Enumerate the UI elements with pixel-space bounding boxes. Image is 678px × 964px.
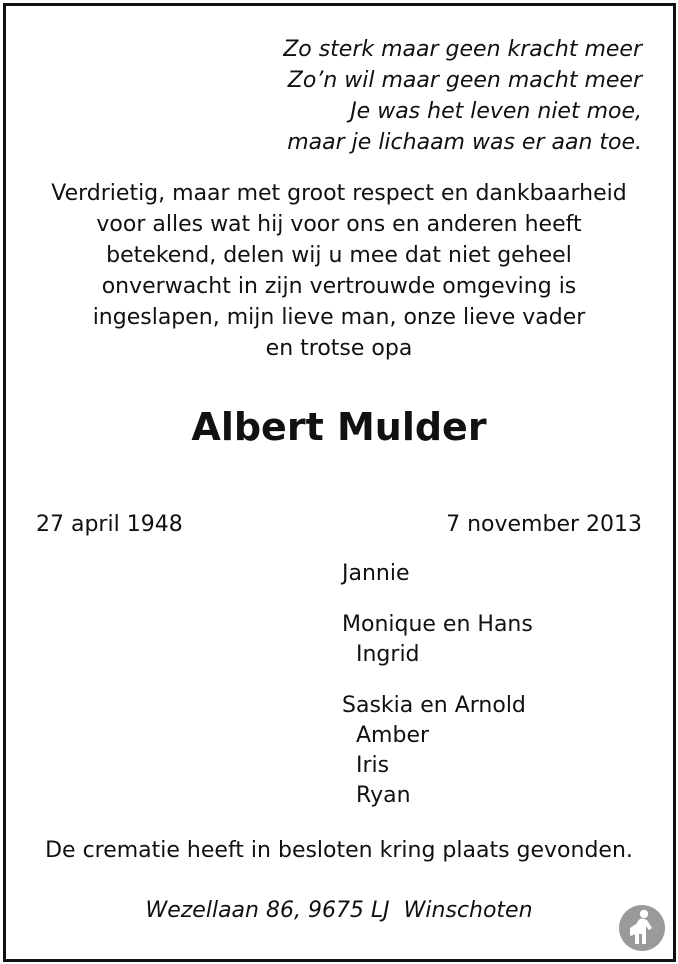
death-date: 7 november 2013 xyxy=(446,512,642,537)
grandchild-name: Ingrid xyxy=(356,642,420,667)
address: Wezellaan 86, 9675 LJ Winschoten xyxy=(145,898,533,923)
family-list xyxy=(342,559,533,832)
poem xyxy=(283,34,642,158)
family-group-spouse xyxy=(342,559,533,589)
announcement-line: voor alles wat hij voor ons en anderen heeft xyxy=(96,212,582,237)
family-group xyxy=(342,691,533,811)
announcement-line: onverwacht in zijn vertrouwde omgeving is xyxy=(101,274,577,299)
family-group xyxy=(342,610,533,670)
announcement-text xyxy=(0,178,678,364)
grandchild-name: Amber xyxy=(356,723,430,748)
poem-line: maar je lichaam was er aan toe. xyxy=(287,130,642,155)
grandchild-name: Ryan xyxy=(356,783,411,808)
parents-names: Saskia en Arnold xyxy=(342,693,526,718)
cremation-notice: De crematie heeft in besloten kring plaats gevonden. xyxy=(45,838,633,863)
announcement-line: en trotse opa xyxy=(265,336,413,361)
deceased-name: Albert Mulder xyxy=(191,405,487,449)
announcement-line: ingeslapen, mijn lieve man, onze lieve vader xyxy=(92,305,586,330)
poem-line: Zo’n wil maar geen macht meer xyxy=(287,68,642,93)
memorial-figure-icon xyxy=(618,904,666,952)
announcement-line: Verdrietig, maar met groot respect en dankbaarheid xyxy=(51,181,627,206)
poem-line: Je was het leven niet moe, xyxy=(350,99,642,124)
poem-line: Zo sterk maar geen kracht meer xyxy=(283,37,642,62)
announcement-line: betekend, delen wij u mee dat niet geheel xyxy=(106,243,572,268)
grandchild-name: Iris xyxy=(356,753,390,778)
spouse-name: Jannie xyxy=(342,561,410,586)
birth-date: 27 april 1948 xyxy=(36,512,183,537)
parents-names: Monique en Hans xyxy=(342,612,533,637)
